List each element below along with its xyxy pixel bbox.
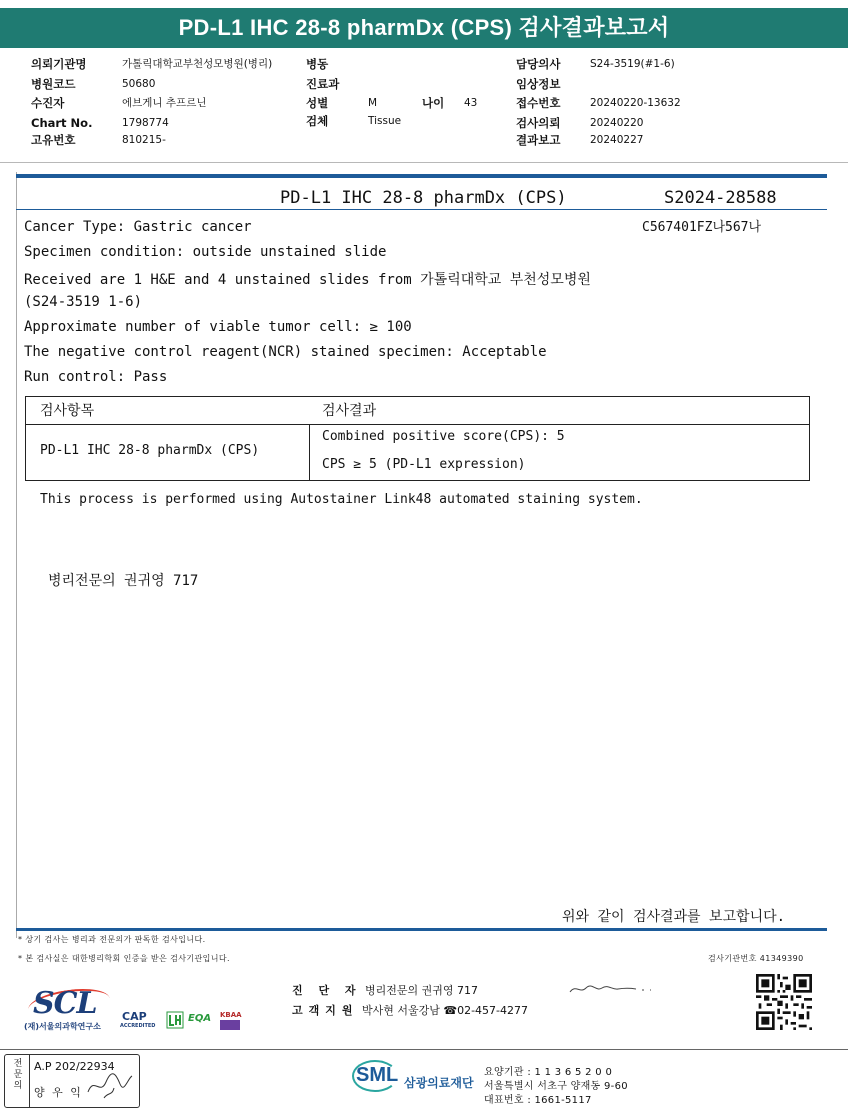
table-cell-result-1: Combined positive score(CPS): 5	[322, 429, 565, 444]
pathologist-name: 병리전문의 권귀영 717	[48, 573, 199, 589]
report-date-value: 20240227	[590, 134, 644, 146]
doctor-label: 담당의사	[516, 57, 561, 71]
qr-code-icon	[756, 974, 812, 1030]
kbaa-logo: KBAA	[220, 1011, 242, 1019]
hospital-code-label: 병원코드	[31, 77, 76, 91]
recipient-label: 수진자	[31, 96, 65, 110]
report-line: (S24-3519 1-6)	[24, 294, 143, 310]
test-name: PD-L1 IHC 28-8 pharmDx (CPS)	[280, 188, 567, 208]
header-divider	[0, 162, 848, 163]
department-label: 진료과	[306, 77, 340, 91]
notice-1: * 상기 검사는 병리과 전문의가 판독한 검사입니다.	[18, 935, 206, 944]
contact-label: 고객지원	[292, 1004, 359, 1017]
sml-code: 요양기관 : 1 1 3 6 5 2 0 0	[484, 1067, 613, 1078]
sml-address: 서울특별시 서초구 양재동 9-60	[484, 1081, 628, 1092]
report-line: Received are 1 H&E and 4 unstained slides from 가톨릭대학교 부천성모병원	[24, 272, 591, 288]
contact-row	[292, 1002, 528, 1018]
sml-logo: SML	[356, 1064, 399, 1086]
table-header-result: 검사결과	[322, 403, 377, 419]
report-date-label: 결과보고	[516, 133, 561, 147]
table-cell-result-2: CPS ≥ 5 (PD-L1 expression)	[322, 457, 526, 472]
sml-name: 삼광의료재단	[404, 1076, 474, 1090]
sml-phone: 대표번호 : 1661-5117	[484, 1095, 592, 1106]
report-title: PD-L1 IHC 28-8 pharmDx (CPS) 검사결과보고서	[0, 8, 848, 48]
receipt-no-value: 20240220-13632	[590, 97, 681, 109]
diagnoser-row	[292, 982, 478, 998]
bottom-divider	[0, 1049, 848, 1050]
lab-number: 검사기관번호 41349390	[708, 954, 804, 963]
age-value: 43	[464, 97, 478, 109]
specialist-signature-icon	[84, 1068, 136, 1102]
table-header-item: 검사항목	[40, 403, 95, 419]
stamp-line-2: 양 우 익	[34, 1086, 83, 1099]
notice-2: * 본 검사실은 대한병리학회 인증을 받은 검사기관입니다.	[18, 954, 230, 963]
report-line: Approximate number of viable tumor cell: ≥ 100	[24, 319, 412, 335]
report-number: S2024-28588	[664, 188, 777, 208]
scl-logo: SCL	[33, 986, 97, 1021]
clinical-info-label: 임상정보	[516, 77, 561, 91]
footer-divider	[16, 928, 827, 931]
institution-value: 가톨릭대학교부천성모병원(병리)	[122, 58, 273, 70]
doctor-signature-icon	[566, 980, 656, 998]
report-line: Cancer Type: Gastric cancer	[24, 219, 252, 235]
unique-no-label: 고유번호	[31, 133, 76, 147]
table-cell-item: PD-L1 IHC 28-8 pharmDx (CPS)	[40, 443, 260, 458]
kbaa-mark-icon	[220, 1020, 240, 1030]
report-line: The negative control reagent(NCR) stained specimen: Acceptable	[24, 344, 547, 360]
ward-label: 병동	[306, 57, 329, 71]
chart-no-value: 1798774	[122, 117, 169, 129]
request-label: 검사의뢰	[516, 116, 561, 130]
sex-label: 성별	[306, 96, 329, 110]
specimen-label: 검체	[306, 114, 329, 128]
eqa-logo: EQA	[188, 1013, 212, 1024]
diagnoser-value: 병리전문의 권귀영 717	[365, 984, 479, 997]
stamp-line-1: A.P 202/22934	[34, 1060, 115, 1073]
report-top-bar	[16, 174, 827, 178]
report-line: Specimen condition: outside unstained slide	[24, 244, 387, 260]
scl-name: (재)서울의과학연구소	[24, 1022, 101, 1031]
report-line: Run control: Pass	[24, 369, 168, 385]
stamp-vertical-label: 전문의	[13, 1059, 23, 1091]
report-statement: 위와 같이 검사결과를 보고합니다.	[562, 909, 786, 925]
hospital-code-value: 50680	[122, 78, 156, 90]
cap-sub: ACCREDITED	[120, 1023, 156, 1029]
lh-cert-icon	[166, 1011, 184, 1029]
diagnoser-label: 진 단 자	[292, 984, 362, 997]
chart-no-label: Chart No.	[31, 116, 93, 130]
recipient-value: 에브게니 추프르닌	[122, 97, 207, 109]
doctor-value: S24-3519(#1-6)	[590, 58, 675, 70]
barcode-code: C567401FZ나567나	[642, 220, 762, 235]
institution-label: 의뢰기관명	[31, 57, 87, 71]
sex-value: M	[368, 97, 378, 109]
request-value: 20240220	[590, 117, 644, 129]
unique-no-value: 810215-	[122, 134, 166, 146]
process-note: This process is performed using Autostainer Link48 automated staining system.	[40, 492, 643, 507]
receipt-no-label: 접수번호	[516, 96, 561, 110]
cap-logo: CAP	[122, 1010, 147, 1023]
report-title-underline	[16, 209, 827, 210]
specimen-value: Tissue	[368, 115, 402, 127]
contact-value: 박사현 서울강남 ☎02-457-4277	[362, 1004, 529, 1017]
age-label: 나이	[422, 96, 445, 110]
